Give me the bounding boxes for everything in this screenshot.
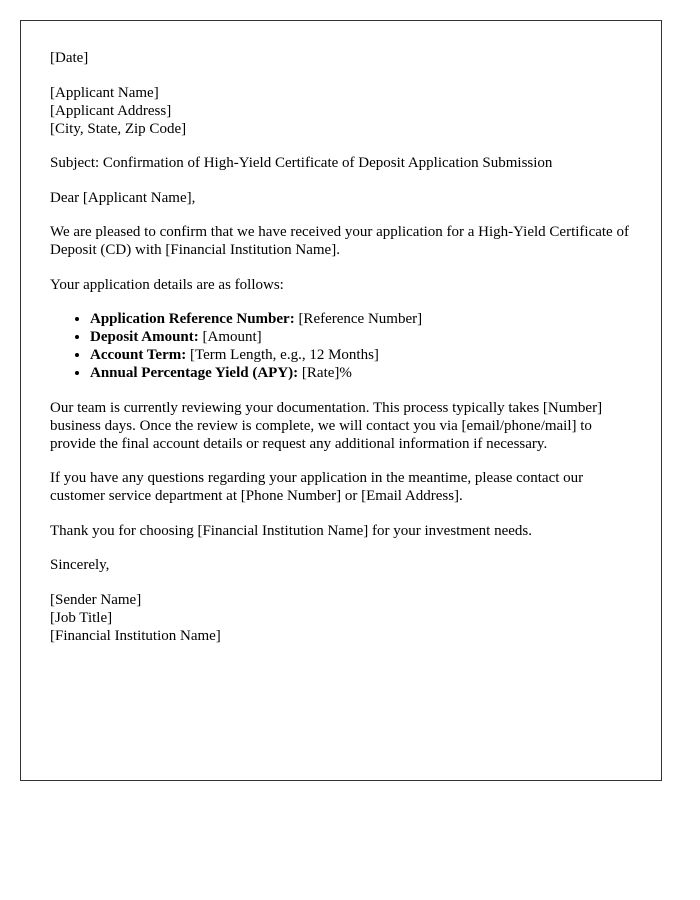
sender-block bbox=[50, 591, 632, 645]
detail-value: [Rate]% bbox=[298, 365, 352, 381]
application-details-list bbox=[50, 310, 632, 382]
letter-date: [Date] bbox=[50, 50, 89, 66]
detail-value: [Reference Number] bbox=[294, 311, 423, 327]
sender-title: [Job Title] bbox=[50, 609, 113, 626]
detail-label: Annual Percentage Yield (APY): bbox=[90, 365, 299, 381]
details-intro: Your application details are as follows: bbox=[50, 276, 284, 293]
detail-label: Deposit Amount: bbox=[90, 329, 199, 345]
detail-item bbox=[90, 346, 632, 364]
recipient-address: [Applicant Address] bbox=[50, 102, 172, 119]
detail-item bbox=[90, 310, 632, 328]
review-paragraph: Our team is currently reviewing your documentation. This process typically takes [Number] business days. Once the review is complete, we will contact you via [email/phone/mail] to provide the final account details or request any additional information if necessary. bbox=[50, 399, 603, 452]
detail-value: [Term Length, e.g., 12 Months] bbox=[186, 347, 379, 363]
questions-paragraph: If you have any questions regarding your application in the meantime, please contact our customer service department at [Phone Number] or [Email Address]. bbox=[50, 470, 584, 504]
thanks-paragraph: Thank you for choosing [Financial Institution Name] for your investment needs. bbox=[50, 522, 532, 539]
closing: Sincerely, bbox=[50, 557, 110, 573]
detail-label: Application Reference Number: bbox=[90, 311, 295, 327]
detail-value: [Amount] bbox=[198, 329, 262, 345]
detail-item bbox=[90, 364, 632, 382]
recipient-block bbox=[50, 84, 632, 138]
salutation: Dear [Applicant Name], bbox=[50, 189, 196, 206]
letter bbox=[20, 20, 662, 781]
detail-label: Account Term: bbox=[90, 347, 187, 363]
recipient-city-state-zip: [City, State, Zip Code] bbox=[50, 120, 187, 137]
intro-paragraph: We are pleased to confirm that we have received your application for a High-Yield Certificate of Deposit (CD) with [Financial Institution Name]. bbox=[50, 224, 629, 258]
sender-name: [Sender Name] bbox=[50, 591, 142, 608]
subject-line: Subject: Confirmation of High-Yield Certificate of Deposit Application Submission bbox=[50, 155, 553, 171]
detail-item bbox=[90, 328, 632, 346]
sender-institution: [Financial Institution Name] bbox=[50, 627, 221, 644]
recipient-name: [Applicant Name] bbox=[50, 84, 159, 101]
